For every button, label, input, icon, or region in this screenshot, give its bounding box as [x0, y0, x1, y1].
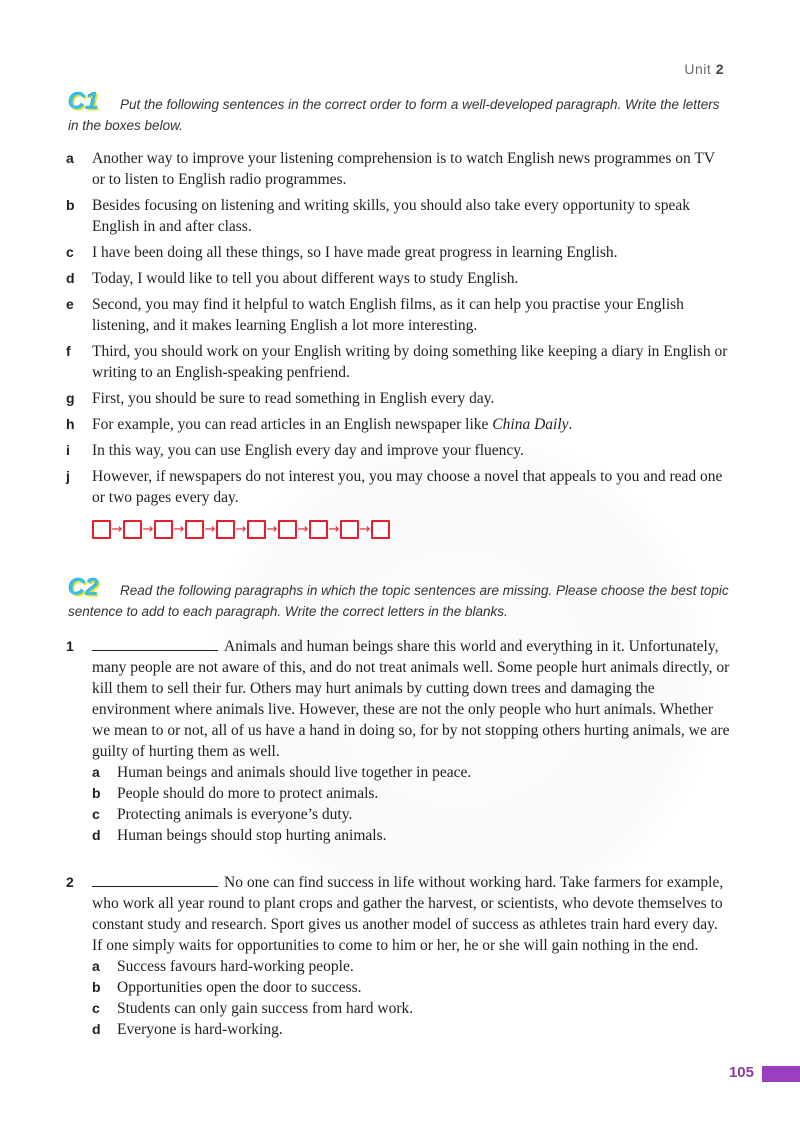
arrow-icon: → [235, 522, 247, 537]
option-letter: b [92, 979, 101, 995]
option-letter: c [92, 806, 100, 822]
option-list [92, 956, 730, 1040]
option-text: Success favours hard-working people. [117, 958, 354, 975]
option-item [92, 998, 730, 1019]
item-letter: f [66, 343, 71, 359]
option-text: Protecting animals is everyone’s duty. [117, 806, 353, 823]
item-letter: i [66, 442, 70, 458]
unit-label: Unit [684, 61, 712, 77]
list-item [66, 195, 730, 237]
question-2 [66, 872, 730, 1040]
list-item [66, 414, 730, 435]
answer-blank[interactable] [92, 872, 218, 887]
answer-box[interactable] [340, 520, 359, 539]
item-letter: a [66, 150, 74, 166]
option-text: Human beings should stop hurting animals. [117, 827, 387, 844]
item-letter: j [66, 468, 70, 484]
item-text-lead: For example, you can read articles in an English newspaper like [92, 416, 493, 433]
question-paragraph [92, 636, 730, 762]
c1-instruction-text: Put the following sentences in the correct order to form a well-developed paragraph. Write the letters in the boxes below. [68, 97, 720, 133]
list-item [66, 440, 730, 461]
item-text: First, you should be sure to read something in English every day. [92, 390, 495, 407]
option-letter: d [92, 1021, 101, 1037]
item-letter: d [66, 270, 75, 286]
item-text: Today, I would like to tell you about different ways to study English. [92, 270, 519, 287]
option-item [92, 977, 730, 998]
option-text: Opportunities open the door to success. [117, 979, 362, 996]
answer-blank[interactable] [92, 636, 218, 651]
item-letter: h [66, 416, 75, 432]
list-item [66, 268, 730, 289]
c1-instruction [68, 94, 730, 136]
arrow-icon: → [173, 522, 185, 537]
option-text: Students can only gain success from hard work. [117, 1000, 414, 1017]
list-item [66, 466, 730, 508]
paragraph-text: No one can find success in life without working hard. Take farmers for example, who work all year round to plant crops and gather the harvest, or scientists, who devote themselves to constant study and research. Sport gives us another model of success as athletes train hard every day. If one simply waits for opportunities to come to him or her, he or she will gain nothing in the end. [92, 874, 724, 954]
arrow-icon: → [142, 522, 154, 537]
item-text: Third, you should work on your English writing by doing something like keeping a diary in English or writing to an English-speaking penfriend. [92, 343, 728, 381]
answer-box[interactable] [185, 520, 204, 539]
list-item [66, 388, 730, 409]
c1-sentence-list [66, 148, 730, 513]
option-text: Everyone is hard-working. [117, 1021, 283, 1038]
item-text: However, if newspapers do not interest you, you may choose a novel that appeals to you and read one or two pages every day. [92, 468, 723, 506]
answer-box[interactable] [154, 520, 173, 539]
option-letter: b [92, 785, 101, 801]
answer-box-sequence [92, 520, 390, 539]
arrow-icon: → [266, 522, 278, 537]
c1-badge: C1 [68, 88, 99, 115]
unit-header [684, 61, 724, 77]
answer-box[interactable] [92, 520, 111, 539]
list-item [66, 341, 730, 383]
page-number: 105 [728, 1064, 754, 1081]
question-number: 2 [66, 874, 74, 890]
option-text: Human beings and animals should live together in peace. [117, 764, 472, 781]
item-letter: c [66, 244, 74, 260]
c2-instruction-text: Read the following paragraphs in which the topic sentences are missing. Please choose the best topic sentence to add to each paragraph. Write the correct letters in the blanks. [68, 583, 729, 619]
option-item [92, 762, 730, 783]
question-1 [66, 636, 730, 846]
arrow-icon: → [328, 522, 340, 537]
option-item [92, 956, 730, 977]
c2-badge: C2 [68, 574, 99, 601]
item-letter: e [66, 296, 74, 312]
option-item [92, 825, 730, 846]
option-text: People should do more to protect animals. [117, 785, 379, 802]
option-item [92, 804, 730, 825]
newspaper-title: China Daily [492, 416, 569, 433]
item-text [92, 414, 730, 435]
option-item [92, 783, 730, 804]
answer-box[interactable] [216, 520, 235, 539]
page-color-tab [762, 1066, 800, 1082]
item-text: Another way to improve your listening comprehension is to watch English news programmes on TV or to listen to English radio programmes. [92, 150, 715, 188]
answer-box[interactable] [123, 520, 142, 539]
answer-box[interactable] [371, 520, 390, 539]
item-text: Second, you may find it helpful to watch English films, as it can help you practise your English listening, and it makes learning English a lot more interesting. [92, 296, 684, 334]
item-text-end: . [568, 416, 573, 433]
paragraph-text: Animals and human beings share this world and everything in it. Unfortunately, many people are not aware of this, and do not treat animals well. Some people hurt animals directly, or kill them to sell their fur. Others may hurt animals by cutting down trees and damaging the environment where animals live. However, these are not the only people who hurt animals. Whether we mean to or not, all of us have a hand in doing so, for by not stopping others hurting animals, we are guilty of hurting them as well. [92, 638, 730, 760]
item-text: In this way, you can use English every day and improve your fluency. [92, 442, 524, 459]
question-paragraph [92, 872, 730, 956]
arrow-icon: → [359, 522, 371, 537]
answer-box[interactable] [309, 520, 328, 539]
unit-number: 2 [715, 61, 724, 77]
arrow-icon: → [297, 522, 309, 537]
option-letter: a [92, 764, 100, 780]
arrow-icon: → [111, 522, 123, 537]
answer-box[interactable] [247, 520, 266, 539]
option-letter: c [92, 1000, 100, 1016]
item-letter: g [66, 390, 75, 406]
list-item [66, 294, 730, 336]
option-letter: d [92, 827, 101, 843]
item-letter: b [66, 197, 75, 213]
option-item [92, 1019, 730, 1040]
list-item [66, 242, 730, 263]
item-text: I have been doing all these things, so I have made great progress in learning English. [92, 244, 618, 261]
arrow-icon: → [204, 522, 216, 537]
answer-box[interactable] [278, 520, 297, 539]
option-letter: a [92, 958, 100, 974]
question-number: 1 [66, 638, 74, 654]
c2-instruction [68, 580, 730, 622]
option-list [92, 762, 730, 846]
list-item [66, 148, 730, 190]
item-text: Besides focusing on listening and writing skills, you should also take every opportunity to speak English in and after class. [92, 197, 690, 235]
